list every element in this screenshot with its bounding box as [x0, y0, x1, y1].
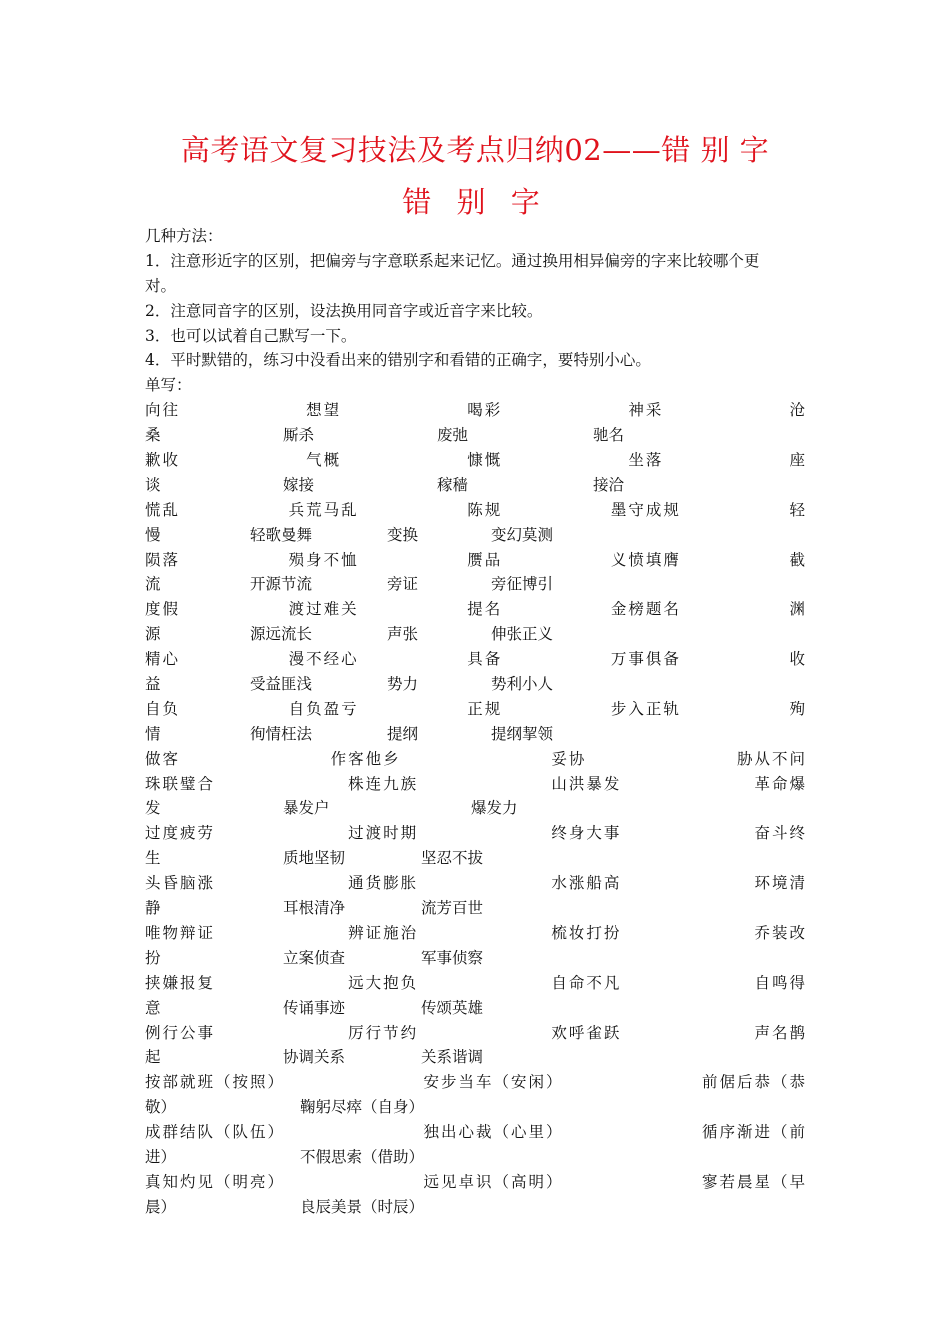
word-entry: 流芳百世	[421, 899, 484, 918]
word-entry: 远见卓识（高明）	[423, 1172, 564, 1191]
word-entry: 意	[145, 998, 161, 1017]
word-entry: 自负盈亏	[288, 699, 359, 718]
document-body	[145, 224, 807, 1220]
method-item: 1．注意形近字的区别，把偏旁与字意联系起来记忆。通过换用相异偏旁的字来比较哪个更	[145, 251, 760, 270]
word-entry: 鞠躬尽瘁（自身）	[300, 1098, 425, 1117]
word-entry: 提纲挈领	[491, 724, 554, 743]
word-entry: 慌乱	[145, 500, 181, 519]
word-entry: 欢呼雀跃	[551, 1023, 622, 1042]
word-row	[145, 921, 807, 946]
word-entry: 座	[789, 451, 807, 470]
word-entry: 流	[145, 575, 161, 594]
word-entry: 神采	[628, 401, 664, 420]
word-entry: 远大抱负	[348, 973, 419, 992]
word-entry: 例行公事	[145, 1023, 216, 1042]
word-entry: 轻歌曼舞	[250, 525, 313, 544]
word-entry: 旁征博引	[491, 575, 554, 594]
word-entry: 通货膨胀	[348, 874, 419, 893]
word-entry: 发	[145, 799, 161, 818]
word-entry: 协调关系	[283, 1048, 346, 1067]
word-row-continued	[145, 572, 807, 597]
word-row-continued	[145, 622, 807, 647]
word-entry: 源	[145, 625, 161, 644]
word-row	[145, 1120, 807, 1145]
word-entry: 坚忍不拔	[421, 849, 484, 868]
word-entry: 沧	[789, 401, 807, 420]
word-entry: 气概	[306, 451, 342, 470]
word-entry: 坐落	[628, 451, 664, 470]
word-row-continued	[145, 896, 807, 921]
word-entry: 声张	[387, 625, 419, 644]
word-row-continued	[145, 846, 807, 871]
word-entry: 桑	[145, 426, 161, 445]
word-entry: 前倨后恭（恭	[701, 1073, 807, 1092]
word-entry: 变换	[387, 525, 419, 544]
word-row-continued	[145, 523, 807, 548]
word-entry: 水涨船高	[551, 874, 622, 893]
word-entry: 势力	[387, 675, 419, 694]
word-entry: 起	[145, 1048, 161, 1067]
word-entry: 暴发户	[283, 799, 330, 818]
word-row-continued	[145, 1095, 807, 1120]
word-entry: 赝品	[467, 550, 503, 569]
word-entry: 旁证	[387, 575, 419, 594]
word-entry: 作客他乡	[330, 749, 401, 768]
word-row	[145, 772, 807, 797]
word-entry: 晨）	[145, 1197, 177, 1216]
word-entry: 过度疲劳	[145, 824, 216, 843]
word-row	[145, 448, 807, 473]
word-entry: 义愤填膺	[610, 550, 681, 569]
word-entry: 终身大事	[551, 824, 622, 843]
word-entry: 传颂英雄	[421, 998, 484, 1017]
word-entry: 情	[145, 724, 161, 743]
word-entry: 渊	[789, 600, 807, 619]
word-row	[145, 1070, 807, 1095]
word-entry: 受益匪浅	[250, 675, 313, 694]
word-entry: 过渡时期	[348, 824, 419, 843]
word-entry: 妥协	[551, 749, 587, 768]
word-entry: 株连九族	[348, 774, 419, 793]
word-entry: 敬）	[145, 1098, 177, 1117]
word-row-continued	[145, 946, 807, 971]
word-entry: 珠联璧合	[145, 774, 216, 793]
word-entry: 爆发力	[471, 799, 518, 818]
word-row	[145, 821, 807, 846]
word-entry: 奋斗终	[754, 824, 807, 843]
word-entry: 扮	[145, 948, 161, 967]
word-entry: 具备	[467, 650, 503, 669]
word-entry: 想望	[306, 401, 342, 420]
word-entry: 山洪暴发	[551, 774, 622, 793]
word-entry: 自命不凡	[551, 973, 622, 992]
word-entry: 自鸣得	[754, 973, 807, 992]
page-title: 高考语文复习技法及考点归纳02——错 别 字	[180, 133, 770, 167]
word-entry: 嫁接	[283, 475, 315, 494]
word-entry: 提名	[467, 600, 503, 619]
word-row-continued	[145, 722, 807, 747]
word-entry: 环境清	[754, 874, 807, 893]
word-entry: 开源节流	[250, 575, 313, 594]
word-entry: 驰名	[593, 426, 625, 445]
word-entry: 循序渐进（前	[701, 1123, 807, 1142]
word-entry: 变幻莫测	[491, 525, 554, 544]
method-item: 2．注意同音字的区别，设法换用同音字或近音字来比较。	[145, 301, 543, 320]
word-entry: 提纲	[387, 724, 419, 743]
word-entry: 墨守成规	[610, 500, 681, 519]
word-entry: 质地坚韧	[283, 849, 346, 868]
method-item: 3．也可以试着自己默写一下。	[145, 326, 357, 345]
word-list	[145, 398, 807, 1219]
word-entry: 辨证施治	[348, 923, 419, 942]
method-item: 4．平时默错的，练习中没看出来的错别字和看错的正确字，要特别小心。	[145, 351, 651, 370]
word-entry: 头昏脑涨	[145, 874, 216, 893]
word-row	[145, 398, 807, 423]
word-entry: 真知灼见（明亮）	[145, 1172, 286, 1191]
word-row-continued	[145, 672, 807, 697]
word-entry: 做客	[145, 749, 181, 768]
word-entry: 度假	[145, 600, 181, 619]
word-entry: 厉行节约	[348, 1023, 419, 1042]
word-entry: 源远流长	[250, 625, 313, 644]
word-row	[145, 971, 807, 996]
word-entry: 殉	[789, 699, 807, 718]
word-entry: 稼穑	[437, 475, 469, 494]
word-row	[145, 548, 807, 573]
word-entry: 殒身不恤	[288, 550, 359, 569]
word-row-continued	[145, 996, 807, 1021]
word-row	[145, 697, 807, 722]
word-entry: 厮杀	[283, 426, 315, 445]
word-entry: 按部就班（按照）	[145, 1073, 286, 1092]
word-entry: 挟嫌报复	[145, 973, 216, 992]
word-row-continued	[145, 473, 807, 498]
word-entry: 截	[789, 550, 807, 569]
page-subtitle: 错 别 字	[402, 185, 548, 219]
word-row-continued	[145, 1195, 807, 1220]
word-entry: 渡过难关	[288, 600, 359, 619]
word-entry: 接洽	[593, 475, 625, 494]
methods-heading: 几种方法：	[145, 227, 223, 245]
word-row-continued	[145, 423, 807, 448]
word-entry: 成群结队（队伍）	[145, 1123, 286, 1142]
word-entry: 关系谐调	[421, 1048, 484, 1067]
word-entry: 金榜题名	[610, 600, 681, 619]
word-row-continued	[145, 1145, 807, 1170]
word-entry: 立案侦查	[283, 948, 346, 967]
word-entry: 步入正轨	[610, 699, 681, 718]
method-item: 对。	[145, 276, 177, 295]
word-entry: 安步当车（安闲）	[423, 1073, 564, 1092]
word-entry: 漫不经心	[288, 650, 359, 669]
word-entry: 自负	[145, 699, 181, 718]
word-entry: 喝彩	[467, 401, 503, 420]
word-entry: 陈规	[467, 500, 503, 519]
word-entry: 声名鹊	[754, 1023, 807, 1042]
word-entry: 良辰美景（时辰）	[300, 1197, 425, 1216]
word-entry: 徇情枉法	[250, 724, 313, 743]
word-entry: 废弛	[437, 426, 469, 445]
word-entry: 进）	[145, 1147, 177, 1166]
word-entry: 生	[145, 849, 161, 868]
single-heading: 单写：	[145, 376, 192, 395]
word-entry: 伸张正义	[491, 625, 554, 644]
word-entry: 精心	[145, 650, 181, 669]
word-entry: 轻	[789, 500, 807, 519]
word-entry: 向往	[145, 401, 181, 420]
word-entry: 军事侦察	[421, 948, 484, 967]
word-entry: 不假思索（借助）	[300, 1147, 425, 1166]
word-entry: 寥若晨星（早	[701, 1172, 807, 1191]
word-row	[145, 498, 807, 523]
word-entry: 胁从不问	[736, 749, 807, 768]
word-entry: 歉收	[145, 451, 181, 470]
word-entry: 梳妆打扮	[551, 923, 622, 942]
word-row	[145, 747, 807, 772]
word-entry: 乔装改	[754, 923, 807, 942]
word-row	[145, 1021, 807, 1046]
word-row-continued	[145, 796, 807, 821]
word-row	[145, 1170, 807, 1195]
word-entry: 陨落	[145, 550, 181, 569]
word-entry: 慢	[145, 525, 161, 544]
word-entry: 静	[145, 899, 161, 918]
word-entry: 正规	[467, 699, 503, 718]
word-entry: 唯物辩证	[145, 923, 216, 942]
word-row	[145, 647, 807, 672]
word-row	[145, 597, 807, 622]
word-entry: 益	[145, 675, 161, 694]
word-entry: 万事俱备	[610, 650, 681, 669]
word-entry: 势利小人	[491, 675, 554, 694]
word-entry: 谈	[145, 475, 161, 494]
word-entry: 慷慨	[467, 451, 503, 470]
word-entry: 收	[789, 650, 807, 669]
word-row-continued	[145, 1045, 807, 1070]
word-entry: 独出心裁（心里）	[423, 1123, 564, 1142]
word-entry: 兵荒马乱	[288, 500, 359, 519]
word-entry: 传诵事迹	[283, 998, 346, 1017]
word-entry: 耳根清净	[283, 899, 346, 918]
word-row	[145, 871, 807, 896]
word-entry: 革命爆	[754, 774, 807, 793]
